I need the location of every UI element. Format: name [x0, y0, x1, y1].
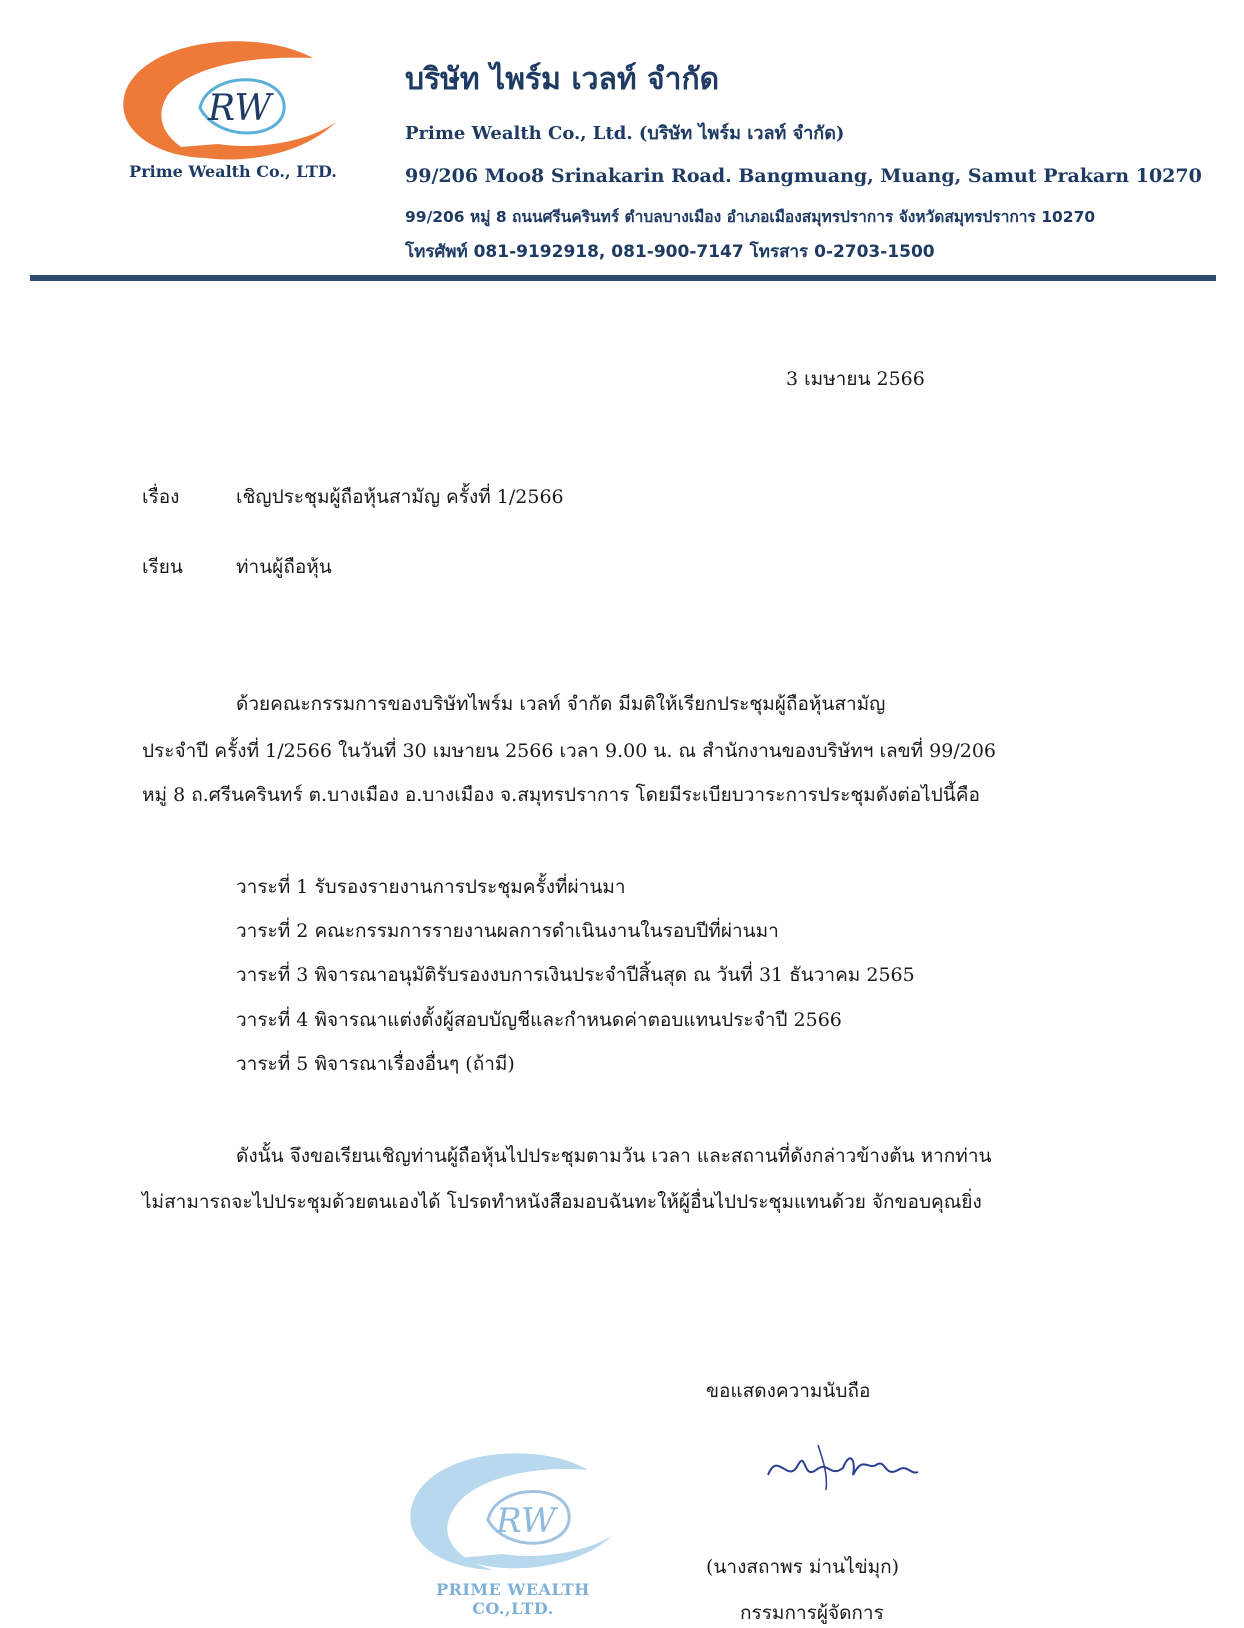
company-stamp [398, 1440, 628, 1580]
agenda-item: วาระที่ 3 พิจารณาอนุมัติรับรองงบการเงินประจำปีสิ้นสุด ณ วันที่ 31 ธันวาคม 2565 [236, 964, 915, 986]
svg-text:RW: RW [496, 1501, 556, 1541]
body-line: ประจำปี ครั้งที่ 1/2566 ในวันที่ 30 เมษายน 2566 เวลา 9.00 น. ณ สำนักงานของบริษัทฯ เลขที่ 99/206 [142, 740, 996, 762]
letterhead-rule [30, 275, 1216, 281]
subject-label: เรื่อง [142, 486, 180, 508]
address-en: 99/206 Moo8 Srinakarin Road. Bangmuang, Muang, Samut Prakarn 10270 [405, 165, 1202, 187]
agenda-item: วาระที่ 5 พิจารณาเรื่องอื่นๆ (ถ้ามี) [236, 1053, 515, 1075]
subject-text: เชิญประชุมผู้ถือหุ้นสามัญ ครั้งที่ 1/2566 [236, 486, 564, 508]
body-line: ด้วยคณะกรรมการของบริษัทไพร์ม เวลท์ จำกัด มีมติให้เรียกประชุมผู้ถือหุ้นสามัญ [236, 693, 886, 715]
phone-line: โทรศัพท์ 081-9192918, 081-900-7147 โทรสาร 0-2703-1500 [405, 242, 935, 262]
address-th: 99/206 หมู่ 8 ถนนศรีนครินทร์ ตำบลบางเมือง อำเภอเมืองสมุทรปราการ จังหวัดสมุทรปราการ 10270 [405, 208, 1096, 226]
handwritten-signature [758, 1430, 928, 1500]
svg-text:RW: RW [208, 88, 272, 129]
closing-line: ไม่สามารถจะไปประชุมด้วยตนเองได้ โปรดทำหนังสือมอบฉันทะให้ผู้อื่นไปประชุมแทนด้วย จักขอบคุณยิ่ง [142, 1191, 982, 1213]
logo-caption: Prime Wealth Co., LTD. [129, 162, 337, 181]
recipient-label: เรียน [142, 556, 183, 578]
body-line: หมู่ 8 ถ.ศรีนครินทร์ ต.บางเมือง อ.บางเมือง จ.สมุทรปราการ โดยมีระเบียบวาระการประชุมดังต่อไปนี้คือ [142, 784, 980, 806]
company-name-thai: บริษัท ไพร์ม เวลท์ จำกัด [405, 62, 720, 97]
closing-line: ดังนั้น จึงขอเรียนเชิญท่านผู้ถือหุ้นไปประชุมตามวัน เวลา และสถานที่ดังกล่าวข้างต้น หากท่าน [236, 1145, 992, 1167]
signatory-title: กรรมการผู้จัดการ [740, 1602, 884, 1624]
stamp-caption: PRIME WEALTH CO.,LTD. [436, 1580, 590, 1618]
agenda-item: วาระที่ 2 คณะกรรมการรายงานผลการดำเนินงานในรอบปีที่ผ่านมา [236, 920, 779, 942]
letter-date: 3 เมษายน 2566 [786, 368, 925, 390]
sign-off: ขอแสดงความนับถือ [706, 1380, 871, 1402]
signatory-name: (นางสถาพร ม่านไข่มุก) [706, 1556, 900, 1578]
agenda-item: วาระที่ 1 รับรองรายงานการประชุมครั้งที่ผ่านมา [236, 876, 626, 898]
company-name-en: Prime Wealth Co., Ltd. (บริษัท ไพร์ม เวลท์ จำกัด) [405, 123, 845, 144]
agenda-item: วาระที่ 4 พิจารณาแต่งตั้งผู้สอบบัญชีและกำหนดค่าตอบแทนประจำปี 2566 [236, 1009, 842, 1031]
recipient-text: ท่านผู้ถือหุ้น [236, 556, 332, 578]
